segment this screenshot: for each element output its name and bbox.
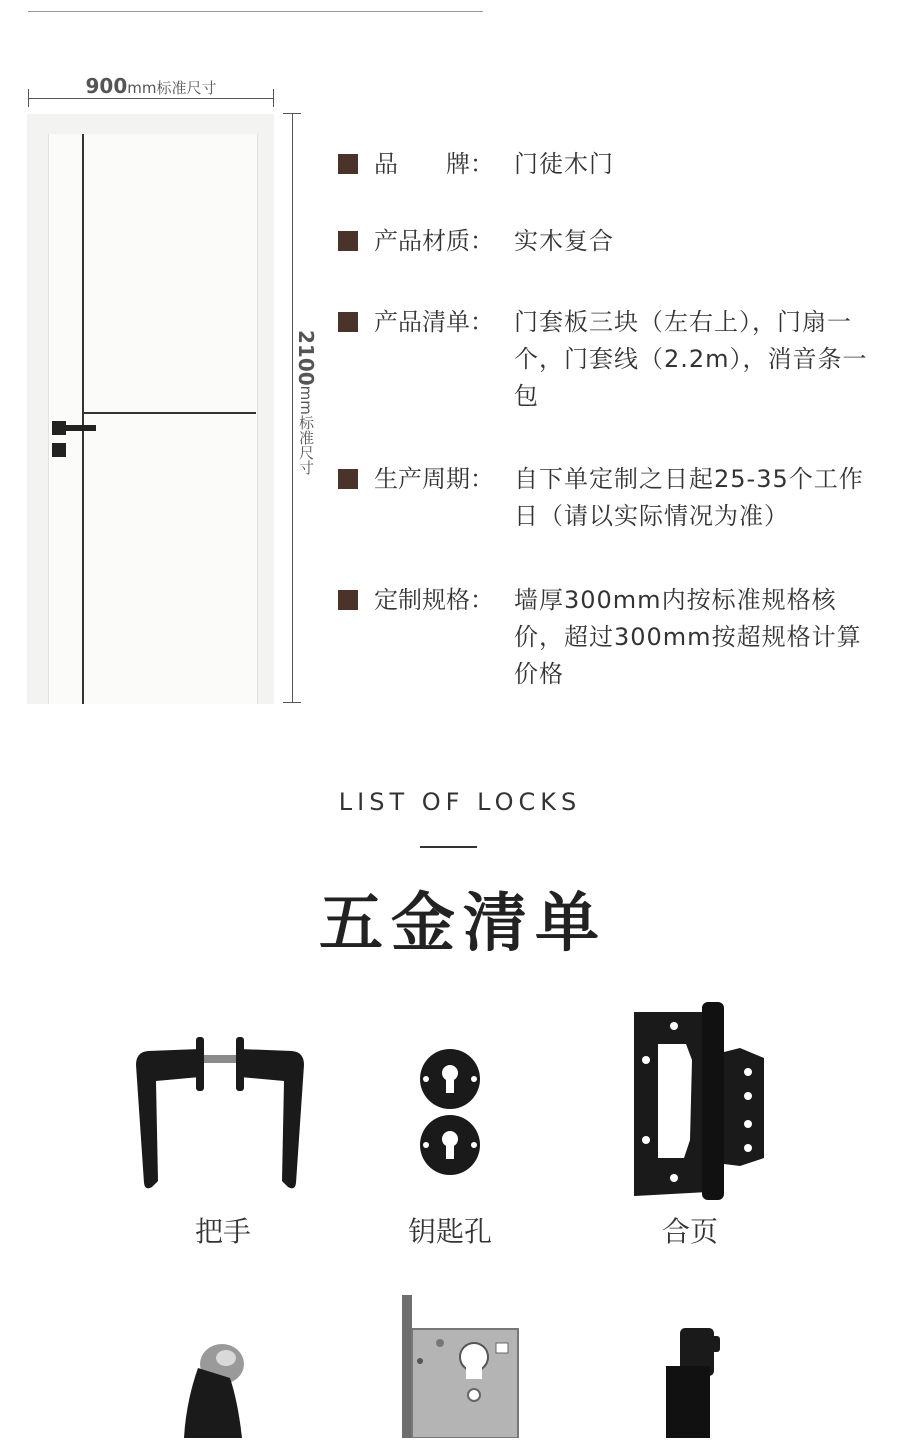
spec-value: 实木复合 — [514, 227, 614, 255]
dim-tick — [283, 702, 301, 703]
cropped-heading-fragment — [756, 0, 876, 2]
top-divider — [28, 11, 483, 12]
door-width-line — [28, 98, 274, 99]
hardware-label: 把手 — [194, 1215, 251, 1248]
spec-value: 门套板三块（左右上），门扇一个，门套线（2.2m），消音条一包 — [514, 308, 868, 410]
spec-package-list — [338, 304, 878, 415]
square-bullet-icon — [338, 469, 358, 489]
square-bullet-icon — [338, 154, 358, 174]
door-width-label: 900mm标准尺寸 — [85, 74, 217, 98]
square-bullet-icon — [338, 231, 358, 251]
square-bullet-icon — [338, 312, 358, 332]
door-height-line — [292, 113, 293, 703]
lock-cylinder-icon — [650, 1322, 730, 1438]
dim-tick — [283, 113, 301, 114]
dim-tick — [273, 89, 274, 107]
spec-production-cycle — [338, 461, 878, 535]
section-subtitle: LIST OF LOCKS — [338, 788, 582, 816]
spec-brand — [338, 146, 878, 183]
title-divider — [420, 846, 477, 848]
spec-label: 产品材质： — [374, 227, 494, 255]
dim-tick — [28, 89, 29, 107]
spec-custom-size — [338, 582, 878, 693]
door-groove-horizontal — [82, 412, 256, 414]
spec-label: 定制规格： — [374, 586, 494, 614]
door-stopper-icon — [180, 1342, 250, 1438]
lock-body-icon — [400, 1295, 525, 1438]
door-handle-lever — [52, 425, 96, 431]
spec-value: 门徒木门 — [514, 150, 614, 178]
door-key-plate — [52, 443, 66, 457]
spec-value: 自下单定制之日起25-35个工作日（请以实际情况为准） — [514, 465, 864, 530]
hinge-icon — [630, 1000, 770, 1205]
spec-value: 墙厚300mm内按标准规格核价，超过300mm按超规格计算价格 — [514, 586, 862, 688]
spec-label: 产品清单： — [374, 308, 494, 336]
door-groove-vertical — [82, 134, 84, 704]
door-leaf — [48, 134, 258, 704]
spec-label: 品 牌： — [374, 150, 494, 178]
section-title: 五金清单 — [319, 887, 607, 961]
hardware-label: 钥匙孔 — [407, 1215, 492, 1248]
spec-label: 生产周期： — [374, 465, 494, 493]
keyhole-icon — [415, 1045, 485, 1195]
square-bullet-icon — [338, 590, 358, 610]
door-handle-icon — [130, 1035, 310, 1195]
hardware-label: 合页 — [661, 1215, 718, 1248]
door-height-label: 2100mm标准尺寸 — [294, 330, 318, 475]
spec-material — [338, 223, 878, 260]
